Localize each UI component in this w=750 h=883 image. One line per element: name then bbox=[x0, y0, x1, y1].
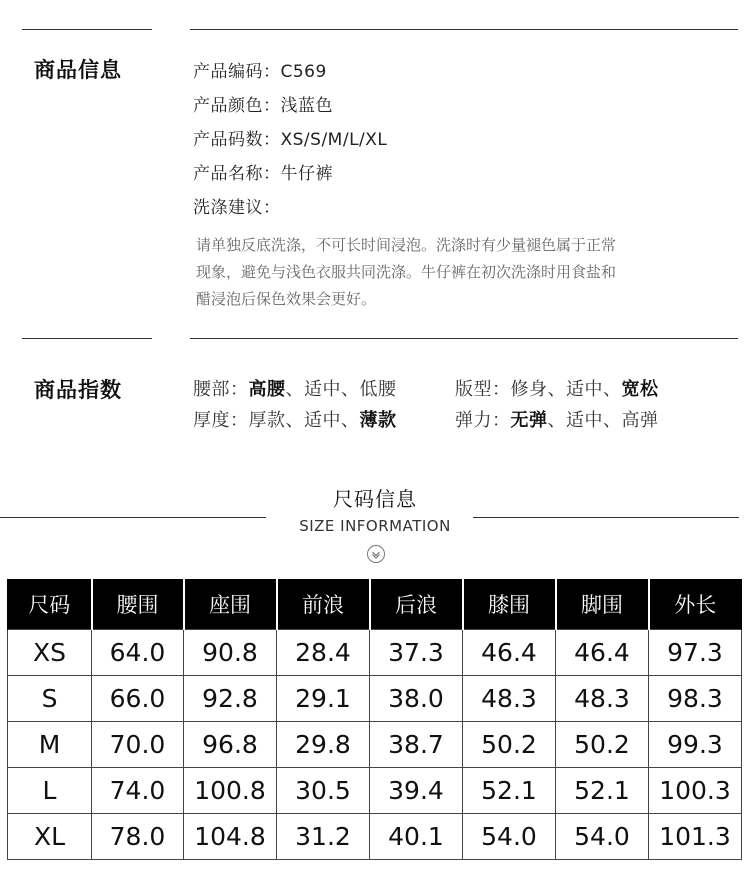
table-cell: 46.4 bbox=[463, 630, 556, 676]
table-cell: 78.0 bbox=[92, 814, 184, 860]
product-info-title: 商品信息 bbox=[34, 58, 122, 82]
table-row bbox=[8, 676, 742, 722]
table-cell: 90.8 bbox=[184, 630, 277, 676]
elasticity-options: 、适中、高弹 bbox=[547, 410, 659, 431]
divider-right-middle bbox=[190, 338, 738, 339]
header-hip: 座围 bbox=[184, 579, 277, 630]
table-cell: L bbox=[8, 768, 92, 814]
product-index-title: 商品指数 bbox=[34, 378, 122, 402]
table-cell: 38.0 bbox=[370, 676, 463, 722]
table-cell: 50.2 bbox=[556, 722, 649, 768]
table-cell: 48.3 bbox=[463, 676, 556, 722]
size-info-title: 尺码信息 bbox=[333, 487, 417, 511]
table-cell: 46.4 bbox=[556, 630, 649, 676]
table-row bbox=[8, 768, 742, 814]
waist-selected: 高腰 bbox=[248, 379, 286, 400]
care-text-line: 醋浸泡后保色效果会更好。 bbox=[196, 290, 377, 308]
elasticity-label: 弹力： bbox=[455, 410, 511, 431]
care-advice-text bbox=[196, 232, 706, 313]
waist-label: 腰部： bbox=[193, 379, 249, 400]
table-cell: 52.1 bbox=[463, 768, 556, 814]
table-cell: 104.8 bbox=[184, 814, 277, 860]
divider-left-middle bbox=[22, 338, 152, 339]
thickness-selected: 薄款 bbox=[359, 410, 397, 431]
table-cell: 48.3 bbox=[556, 676, 649, 722]
table-cell: 98.3 bbox=[649, 676, 742, 722]
table-cell: 40.1 bbox=[370, 814, 463, 860]
thickness-label: 厚度： bbox=[193, 410, 249, 431]
table-cell: 38.7 bbox=[370, 722, 463, 768]
table-row bbox=[8, 630, 742, 676]
thickness-options: 厚款、适中、 bbox=[248, 410, 360, 431]
table-cell: 99.3 bbox=[649, 722, 742, 768]
care-text-line: 请单独反底洗涤，不可长时间浸泡。洗涤时有少量褪色属于正常 bbox=[196, 236, 617, 254]
table-cell: 52.1 bbox=[556, 768, 649, 814]
divider-right-top bbox=[190, 29, 738, 30]
care-text-line: 现象，避免与浅色衣服共同洗涤。牛仔裤在初次洗涤时用食盐和 bbox=[196, 263, 617, 281]
fit-selected: 宽松 bbox=[621, 379, 659, 400]
elasticity-selected: 无弹 bbox=[510, 410, 548, 431]
table-cell: 100.8 bbox=[184, 768, 277, 814]
table-cell: 39.4 bbox=[370, 768, 463, 814]
fit-options: 修身、适中、 bbox=[510, 379, 622, 400]
table-cell: 66.0 bbox=[92, 676, 184, 722]
size-table bbox=[7, 579, 742, 860]
table-cell: XL bbox=[8, 814, 92, 860]
product-color-line: 产品颜色：浅蓝色 bbox=[193, 96, 333, 116]
table-cell: 100.3 bbox=[649, 768, 742, 814]
table-cell: S bbox=[8, 676, 92, 722]
table-cell: 70.0 bbox=[92, 722, 184, 768]
header-front-rise: 前浪 bbox=[277, 579, 370, 630]
table-cell: XS bbox=[8, 630, 92, 676]
table-cell: M bbox=[8, 722, 92, 768]
table-row bbox=[8, 814, 742, 860]
product-code-line: 产品编码：C569 bbox=[193, 62, 327, 82]
chevron-down-circle-icon bbox=[367, 545, 385, 563]
product-sizes-line: 产品码数：XS/S/M/L/XL bbox=[193, 130, 388, 150]
header-back-rise: 后浪 bbox=[370, 579, 463, 630]
waist-options: 、适中、低腰 bbox=[285, 379, 397, 400]
fit-index bbox=[455, 375, 659, 401]
header-knee: 膝围 bbox=[463, 579, 556, 630]
table-cell: 29.1 bbox=[277, 676, 370, 722]
table-cell: 92.8 bbox=[184, 676, 277, 722]
table-row bbox=[8, 722, 742, 768]
table-cell: 29.8 bbox=[277, 722, 370, 768]
elasticity-index bbox=[455, 406, 659, 432]
product-name-line: 产品名称：牛仔裤 bbox=[193, 164, 333, 184]
table-cell: 50.2 bbox=[463, 722, 556, 768]
table-cell: 54.0 bbox=[556, 814, 649, 860]
fit-label: 版型： bbox=[455, 379, 511, 400]
table-cell: 37.3 bbox=[370, 630, 463, 676]
size-table-header bbox=[8, 579, 742, 630]
table-cell: 101.3 bbox=[649, 814, 742, 860]
divider-left-top bbox=[22, 29, 152, 30]
header-outseam: 外长 bbox=[649, 579, 742, 630]
header-size: 尺码 bbox=[8, 579, 92, 630]
care-advice-label: 洗涤建议： bbox=[193, 198, 281, 218]
thickness-index bbox=[193, 406, 397, 432]
table-cell: 97.3 bbox=[649, 630, 742, 676]
table-cell: 96.8 bbox=[184, 722, 277, 768]
waist-index bbox=[193, 375, 397, 401]
header-leg-opening: 脚围 bbox=[556, 579, 649, 630]
table-cell: 54.0 bbox=[463, 814, 556, 860]
size-info-subtitle: SIZE INFORMATION bbox=[299, 517, 451, 535]
header-waist: 腰围 bbox=[92, 579, 184, 630]
table-cell: 74.0 bbox=[92, 768, 184, 814]
table-cell: 64.0 bbox=[92, 630, 184, 676]
table-cell: 30.5 bbox=[277, 768, 370, 814]
table-cell: 28.4 bbox=[277, 630, 370, 676]
table-cell: 31.2 bbox=[277, 814, 370, 860]
